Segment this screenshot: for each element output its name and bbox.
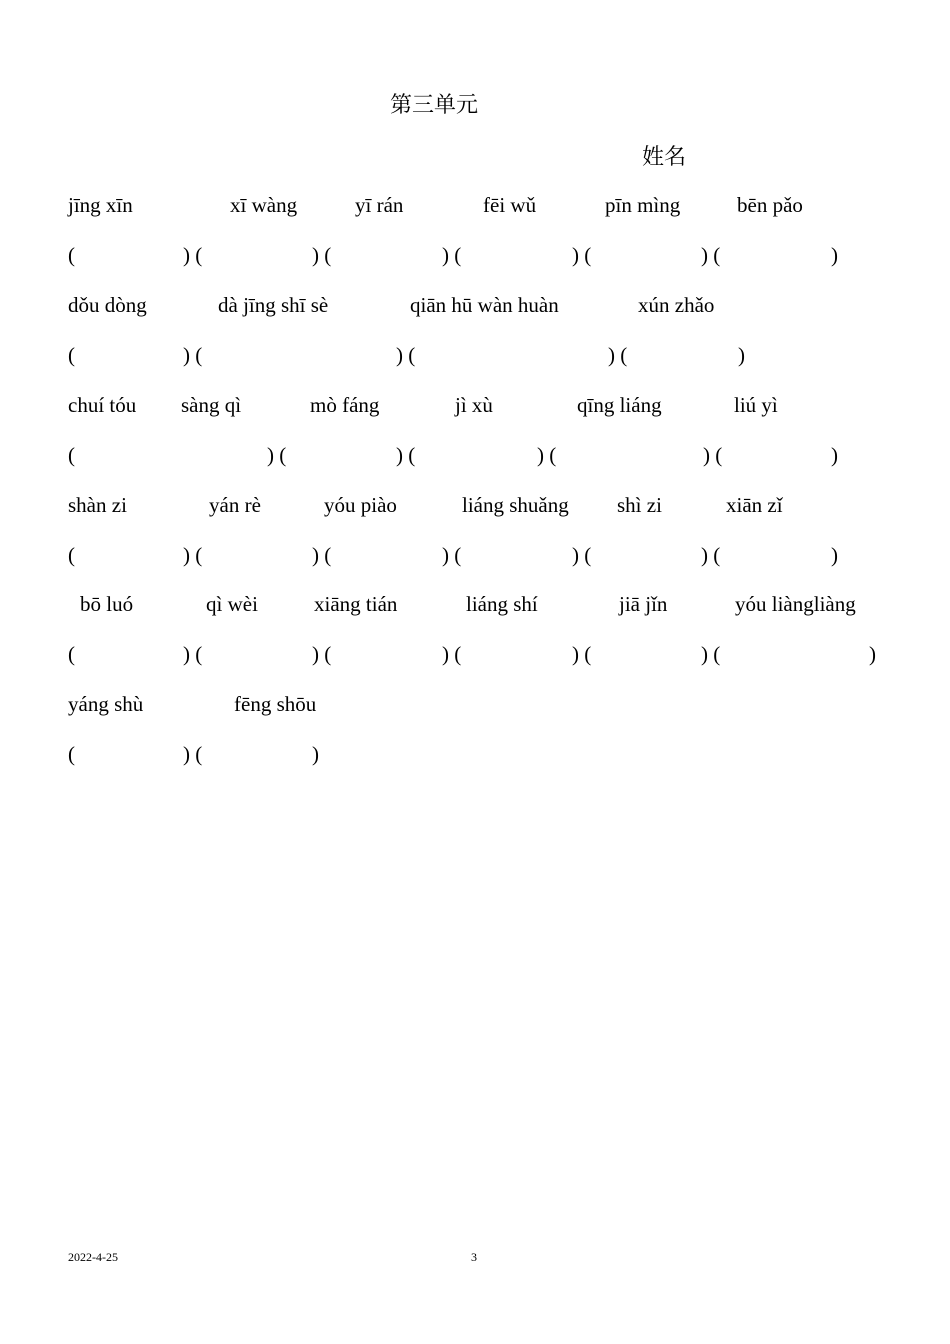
answer-bracket: ) xyxy=(869,642,876,666)
answer-bracket: ) xyxy=(831,543,838,567)
pinyin-row-1 xyxy=(0,190,950,220)
pinyin-word: shàn zi xyxy=(68,493,127,517)
answer-bracket: ) ( xyxy=(701,642,721,666)
answer-bracket: ) xyxy=(831,443,838,467)
answer-bracket: ) ( xyxy=(442,642,462,666)
pinyin-row-3 xyxy=(0,390,950,420)
pinyin-word: jì xù xyxy=(455,393,493,417)
footer-page-number: 3 xyxy=(471,1250,477,1264)
answer-bracket: ) ( xyxy=(608,343,628,367)
answer-bracket: ( xyxy=(68,642,75,666)
pinyin-word: xiāng tián xyxy=(314,592,398,616)
pinyin-word: sàng qì xyxy=(181,393,242,417)
pinyin-word: xī wàng xyxy=(230,193,298,217)
pinyin-word: yóu piào xyxy=(324,493,397,517)
answer-row-4 xyxy=(0,540,950,570)
answer-bracket: ) ( xyxy=(183,642,203,666)
answer-bracket: ) ( xyxy=(703,443,723,467)
answer-bracket: ) ( xyxy=(572,543,592,567)
answer-bracket: ) ( xyxy=(183,543,203,567)
answer-row-6 xyxy=(0,739,950,769)
answer-bracket: ) ( xyxy=(442,243,462,267)
answer-bracket: ( xyxy=(68,742,75,766)
answer-bracket: ) ( xyxy=(572,243,592,267)
answer-bracket: ) ( xyxy=(183,343,203,367)
pinyin-row-4 xyxy=(0,490,950,520)
pinyin-word: bēn pǎo xyxy=(737,193,803,217)
pinyin-word: yóu liàngliàng xyxy=(735,592,856,616)
answer-bracket: ) ( xyxy=(442,543,462,567)
pinyin-word: xún zhǎo xyxy=(638,293,715,317)
answer-row-2 xyxy=(0,340,950,370)
pinyin-word: qì wèi xyxy=(206,592,258,616)
pinyin-row-5 xyxy=(0,589,950,619)
pinyin-row-6 xyxy=(0,689,950,719)
answer-bracket: ) xyxy=(312,742,319,766)
answer-bracket: ) ( xyxy=(312,642,332,666)
pinyin-word: chuí tóu xyxy=(68,393,137,417)
answer-bracket: ) xyxy=(831,243,838,267)
answer-bracket: ) ( xyxy=(312,243,332,267)
answer-bracket: ) ( xyxy=(701,243,721,267)
answer-bracket: ) ( xyxy=(537,443,557,467)
pinyin-word: mò fáng xyxy=(310,393,380,417)
pinyin-word: fēi wǔ xyxy=(483,193,537,217)
answer-bracket: ) ( xyxy=(312,543,332,567)
pinyin-word: yī rán xyxy=(355,193,404,217)
answer-bracket: ( xyxy=(68,343,75,367)
pinyin-word: pīn mìng xyxy=(605,193,681,217)
pinyin-word: dà jīng shī sè xyxy=(218,293,329,317)
pinyin-word: xiān zǐ xyxy=(726,493,783,517)
answer-bracket: ( xyxy=(68,243,75,267)
answer-row-5 xyxy=(0,639,950,669)
answer-bracket: ( xyxy=(68,543,75,567)
answer-bracket: ( xyxy=(68,443,75,467)
answer-bracket: ) ( xyxy=(183,742,203,766)
pinyin-word: bō luó xyxy=(80,592,134,616)
answer-bracket: ) ( xyxy=(396,343,416,367)
pinyin-row-2 xyxy=(0,290,950,320)
answer-bracket: ) ( xyxy=(183,243,203,267)
pinyin-word: qiān hū wàn huàn xyxy=(410,293,559,317)
pinyin-word: liáng shí xyxy=(466,592,538,616)
pinyin-word: fēng shōu xyxy=(234,692,317,716)
pinyin-word: shì zi xyxy=(617,493,662,517)
pinyin-word: jiā jǐn xyxy=(619,592,668,616)
answer-bracket: ) xyxy=(738,343,745,367)
answer-bracket: ) ( xyxy=(396,443,416,467)
pinyin-word: yán rè xyxy=(209,493,261,517)
pinyin-word: qīng liáng xyxy=(577,393,662,417)
pinyin-word: liú yì xyxy=(734,393,778,417)
answer-bracket: ) ( xyxy=(267,443,287,467)
answer-bracket: ) ( xyxy=(701,543,721,567)
answer-bracket: ) ( xyxy=(572,642,592,666)
pinyin-word: liáng shuǎng xyxy=(462,493,569,517)
footer-date: 2022-4-25 xyxy=(68,1250,118,1264)
page-title: 第三单元 xyxy=(390,92,479,117)
pinyin-word: yáng shù xyxy=(68,692,144,716)
pinyin-word: dǒu dòng xyxy=(68,293,147,317)
answer-row-1 xyxy=(0,240,950,270)
answer-row-3 xyxy=(0,440,950,470)
name-label: 姓名 xyxy=(642,144,687,169)
pinyin-word: jīng xīn xyxy=(68,193,133,217)
